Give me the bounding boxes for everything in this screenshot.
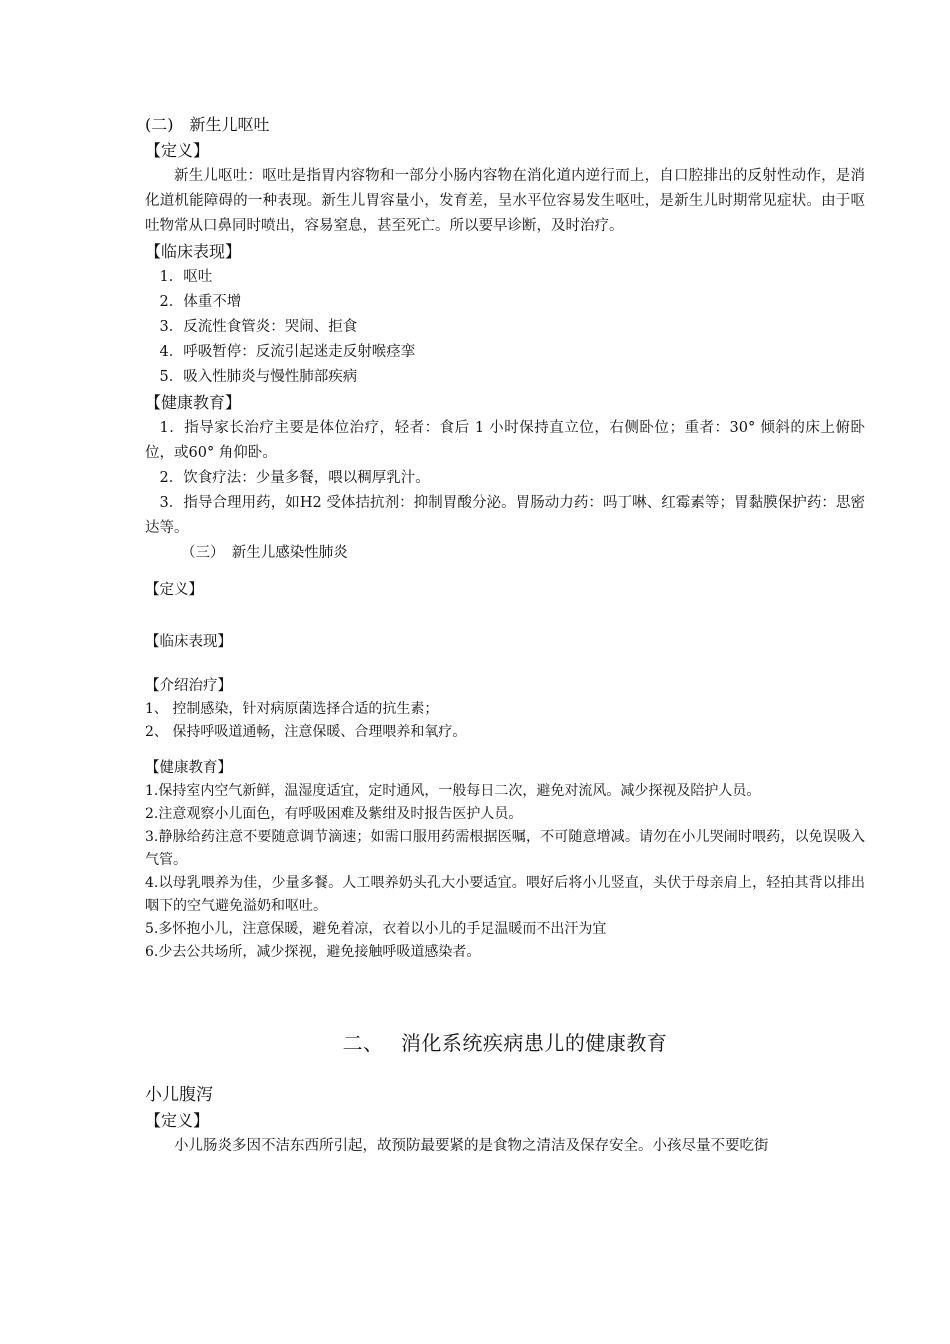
treatment-item: 1、 控制感染，针对病原菌选择合适的抗生素； xyxy=(145,701,439,717)
clinical-heading: 【临床表现】 xyxy=(145,634,232,650)
education-item: 1．指导家长治疗主要是体位治疗，轻者：食后 1 小时保持直立位，右侧卧位；重者：30° 倾斜的床上俯卧位，或60° 角仰卧。 xyxy=(145,420,865,461)
definition-heading: 【定义】 xyxy=(145,1111,210,1130)
section-title-neonatal-vomiting: (二) 新生儿呕吐 xyxy=(145,115,270,134)
definition-heading: 【定义】 xyxy=(145,582,203,598)
document-page xyxy=(145,112,865,1159)
clinical-item: 1．呕吐 xyxy=(159,269,213,285)
definition-heading: 【定义】 xyxy=(145,141,210,160)
education-item: 5.多怀抱小儿，注意保暖，避免着凉，衣着以小儿的手足温暖而不出汗为宜 xyxy=(145,921,607,937)
section-title-neonatal-pneumonia: （三） 新生儿感染性肺炎 xyxy=(181,545,348,561)
education-item: 1.保持室内空气新鲜，温湿度适宜，定时通风，一般每日二次，避免对流风。减少探视及陪护人员。 xyxy=(145,783,761,799)
definition-text: 新生儿呕吐：呕吐是指胃内容物和一部分小肠内容物在消化道内逆行而上，自口腔排出的反射性动作，是消化道机能障碍的一种表现。新生儿胃容量小，发育差，呈水平位容易发生呕吐，是新生儿时期常见症状。由于呕吐物常从口鼻同时喷出，容易窒息，甚至死亡。所以要早诊断，及时治疗。 xyxy=(145,168,865,234)
education-item: 2．饮食疗法：少量多餐，喂以稠厚乳汁。 xyxy=(159,470,430,486)
education-item: 6.少去公共场所，减少探视，避免接触呼吸道感染者。 xyxy=(145,944,481,960)
health-education-heading: 【健康教育】 xyxy=(145,393,242,412)
subsection-title-infant-diarrhea: 小儿腹泻 xyxy=(145,1085,213,1105)
education-item: 2.注意观察小儿面色，有呼吸困难及紫绀及时报告医护人员。 xyxy=(145,806,523,822)
treatment-heading: 【介绍治疗】 xyxy=(145,678,232,694)
definition-text: 小儿肠炎多因不洁东西所引起，故预防最要紧的是食物之清洁及保存安全。小孩尽量不要吃街 xyxy=(174,1138,769,1154)
education-item: 3．指导合理用药，如H2 受体拮抗剂：抑制胃酸分泌。胃肠动力药：吗丁啉、红霉素等；胃黏膜保护药：思密达等。 xyxy=(145,495,865,536)
treatment-item: 2、 保持呼吸道通畅，注意保暖、合理喂养和氧疗。 xyxy=(145,724,467,740)
education-item: 3.静脉给药注意不要随意调节滴速；如需口服用药需根据医嘱，不可随意增减。请勿在小儿哭闹时喂药，以免误吸入气管。 xyxy=(145,829,865,868)
clinical-item: 5．吸入性肺炎与慢性肺部疾病 xyxy=(159,369,358,385)
clinical-item: 4．呼吸暂停：反流引起迷走反射喉痉挛 xyxy=(159,344,416,360)
health-education-heading: 【健康教育】 xyxy=(145,760,232,776)
clinical-item: 3．反流性食管炎：哭闹、拒食 xyxy=(159,319,358,335)
education-item: 4.以母乳喂养为佳，少量多餐。人工喂养奶头孔大小要适宜。喂好后将小儿竖直，头伏于母亲肩上，轻拍其背以排出咽下的空气避免溢奶和呕吐。 xyxy=(145,875,865,914)
clinical-heading: 【临床表现】 xyxy=(145,242,242,261)
clinical-item: 2．体重不增 xyxy=(159,294,242,310)
chapter-title: 二、 消化系统疾病患儿的健康教育 xyxy=(342,1031,668,1055)
